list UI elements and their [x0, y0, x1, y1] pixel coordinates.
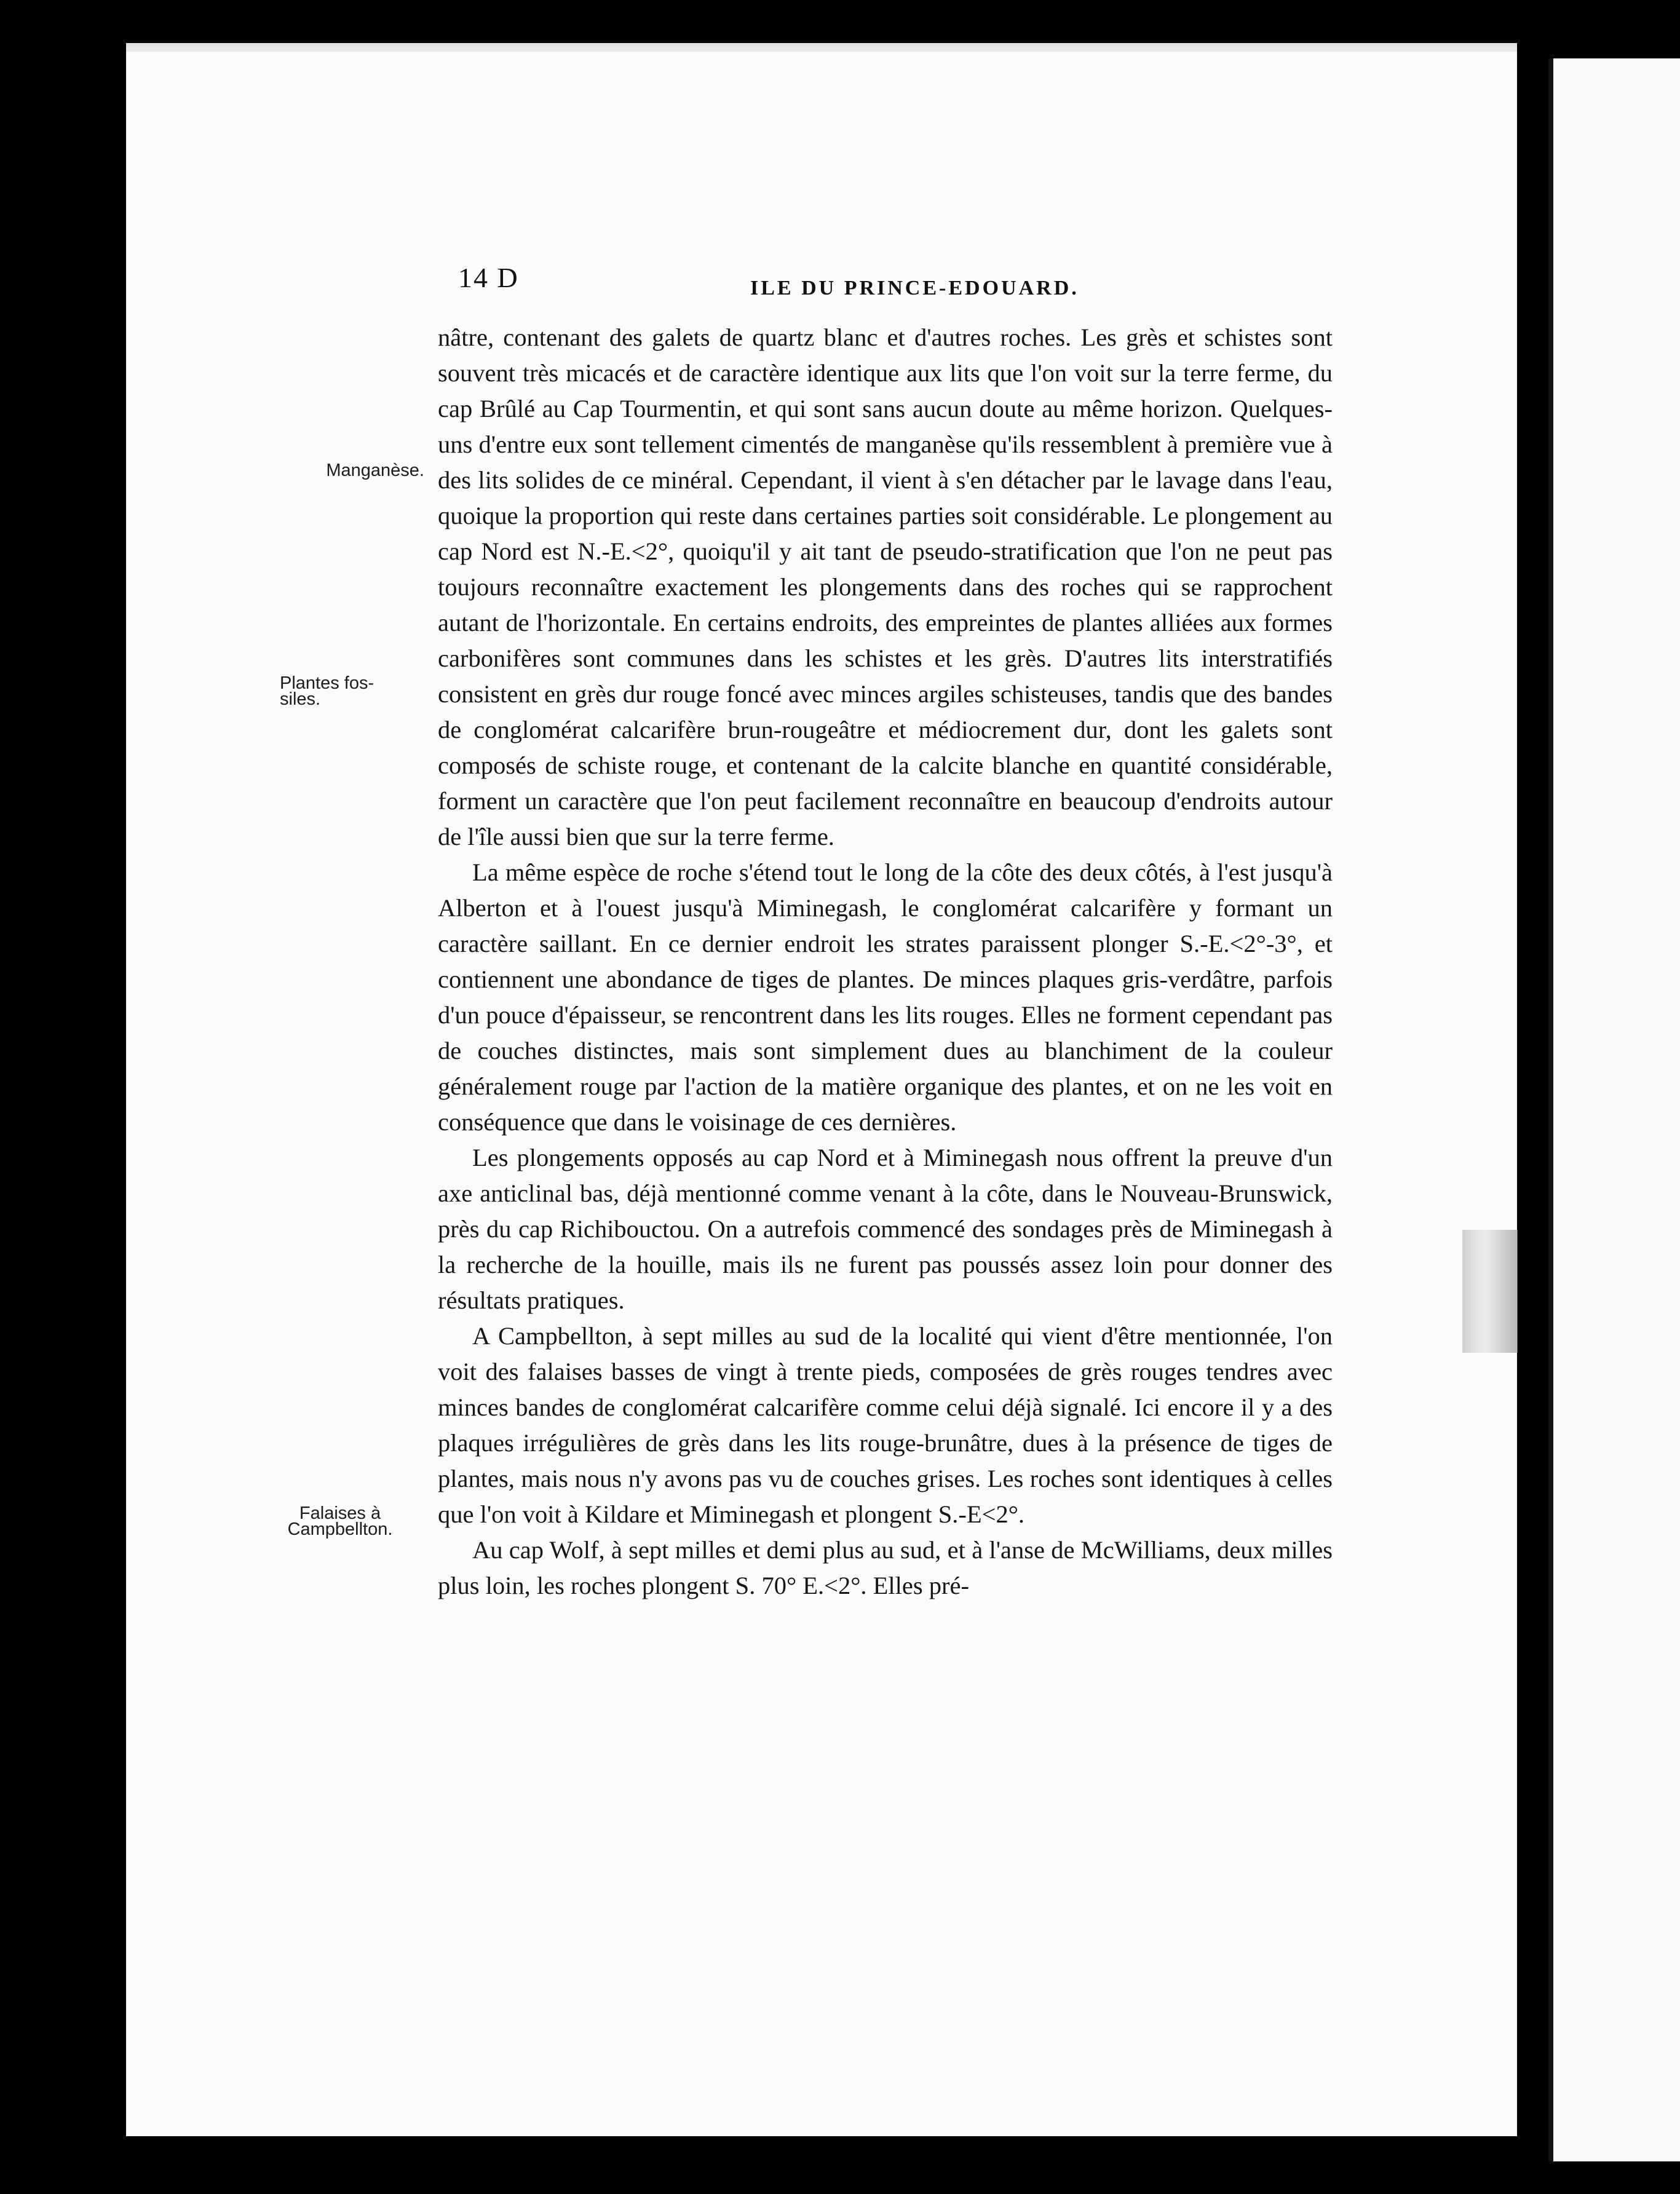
running-header: ILE DU PRINCE-EDOUARD. — [750, 277, 1079, 299]
margin-note-line: Falaises à — [299, 1503, 381, 1523]
page-number: 14 D — [458, 262, 519, 293]
margin-note-manganese: Manganèse. — [326, 461, 424, 480]
margin-note-falaises — [263, 1505, 417, 1537]
margin-note-line: siles. — [280, 689, 321, 709]
paragraph: Au cap Wolf, à sept milles et demi plus au sud, et à l'anse de McWilliams, deux milles plus loin, les roches plongent S. 70° E.<2°. Elles pré- — [438, 1536, 1333, 1599]
paragraph: A Campbellton, à sept milles au sud de la localité qui vient d'être mentionnée, l'on voit des falaises basses de vingt à trente pieds, composées de grès rouges tendres avec minces bandes de conglomérat calcarifère comme celui déjà signalé. Ici encore il y a des plaques irrégulières de grès dans les lits rouge-brunâtre, dues à la présence de tiges de plantes, mais nous n'y avons pas vu de couches grises. Les roches sont identiques à celles que l'on voit à Kildare et Miminegash et plongent S.-E<2°. — [438, 1322, 1333, 1528]
margin-note-line: Plantes fos- — [280, 673, 374, 693]
facing-page-edge — [1548, 58, 1680, 2161]
page-edge-shadow — [1462, 1230, 1518, 1353]
margin-note-line: Campbellton. — [287, 1519, 393, 1539]
body-text — [438, 320, 1333, 1604]
paragraph: La même espèce de roche s'étend tout le long de la côte des deux côtés, à l'est jusqu'à Alberton et à l'ouest jusqu'à Miminegash, le conglomérat calcarifère y formant un caractère saillant. En ce dernier endroit les strates paraissent plonger S.-E.<2°-3°, et contiennent une abondance de tiges de plantes. De minces plaques gris-verdâtre, parfois d'un pouce d'épaisseur, se rencontrent dans les lits rouges. Elles ne forment cependant pas de couches distinctes, mais sont simplement dues au blanchiment de la couleur généralement rouge par l'action de la matière organique des plantes, et on ne les voit en conséquence que dans le voisinage de ces dernières. — [438, 858, 1333, 1136]
paragraph: Les plongements opposés au cap Nord et à Miminegash nous offrent la preuve d'un axe anticlinal bas, déjà mentionné comme venant à la côte, dans le Nouveau-Brunswick, près du cap Richibouctou. On a autrefois commencé des sondages près de Miminegash à la recherche de la houille, mais ils ne furent pas poussés assez loin pour donner des résultats pratiques. — [438, 1144, 1333, 1314]
margin-note-plantes-fossiles — [280, 675, 403, 707]
paragraph: nâtre, contenant des galets de quartz blanc et d'autres roches. Les grès et schistes sont souvent très micacés et de caractère identique aux lits que l'on voit sur la terre ferme, du cap Brûlé au Cap Tourmentin, et qui sont sans aucun doute au même horizon. Quelques-uns d'entre eux sont tellement cimentés de manganèse qu'ils ressemblent à première vue à des lits solides de ce minéral. Cependant, il vient à s'en détacher par le lavage dans l'eau, quoique la proportion qui reste dans certaines parties soit considérable. Le plongement au cap Nord est N.-E.<2°, quoiqu'il y ait tant de pseudo-stratification que l'on ne peut pas toujours reconnaître exactement les plongements dans des roches qui se rapprochent autant de l'horizontale. En certains endroits, des empreintes de plantes alliées aux formes carbonifères sont communes dans les schistes et les grès. D'autres lits interstratifiés consistent en grès dur rouge foncé avec minces argiles schisteuses, tandis que des bandes de conglomérat calcarifère brun-rougeâtre et médiocrement dur, dont les galets sont composés de schiste rouge, et contenant de la calcite blanche en quantité considérable, forment un caractère que l'on peut facilement reconnaître en beaucoup d'endroits autour de l'île aussi bien que sur la terre ferme. — [438, 323, 1333, 850]
